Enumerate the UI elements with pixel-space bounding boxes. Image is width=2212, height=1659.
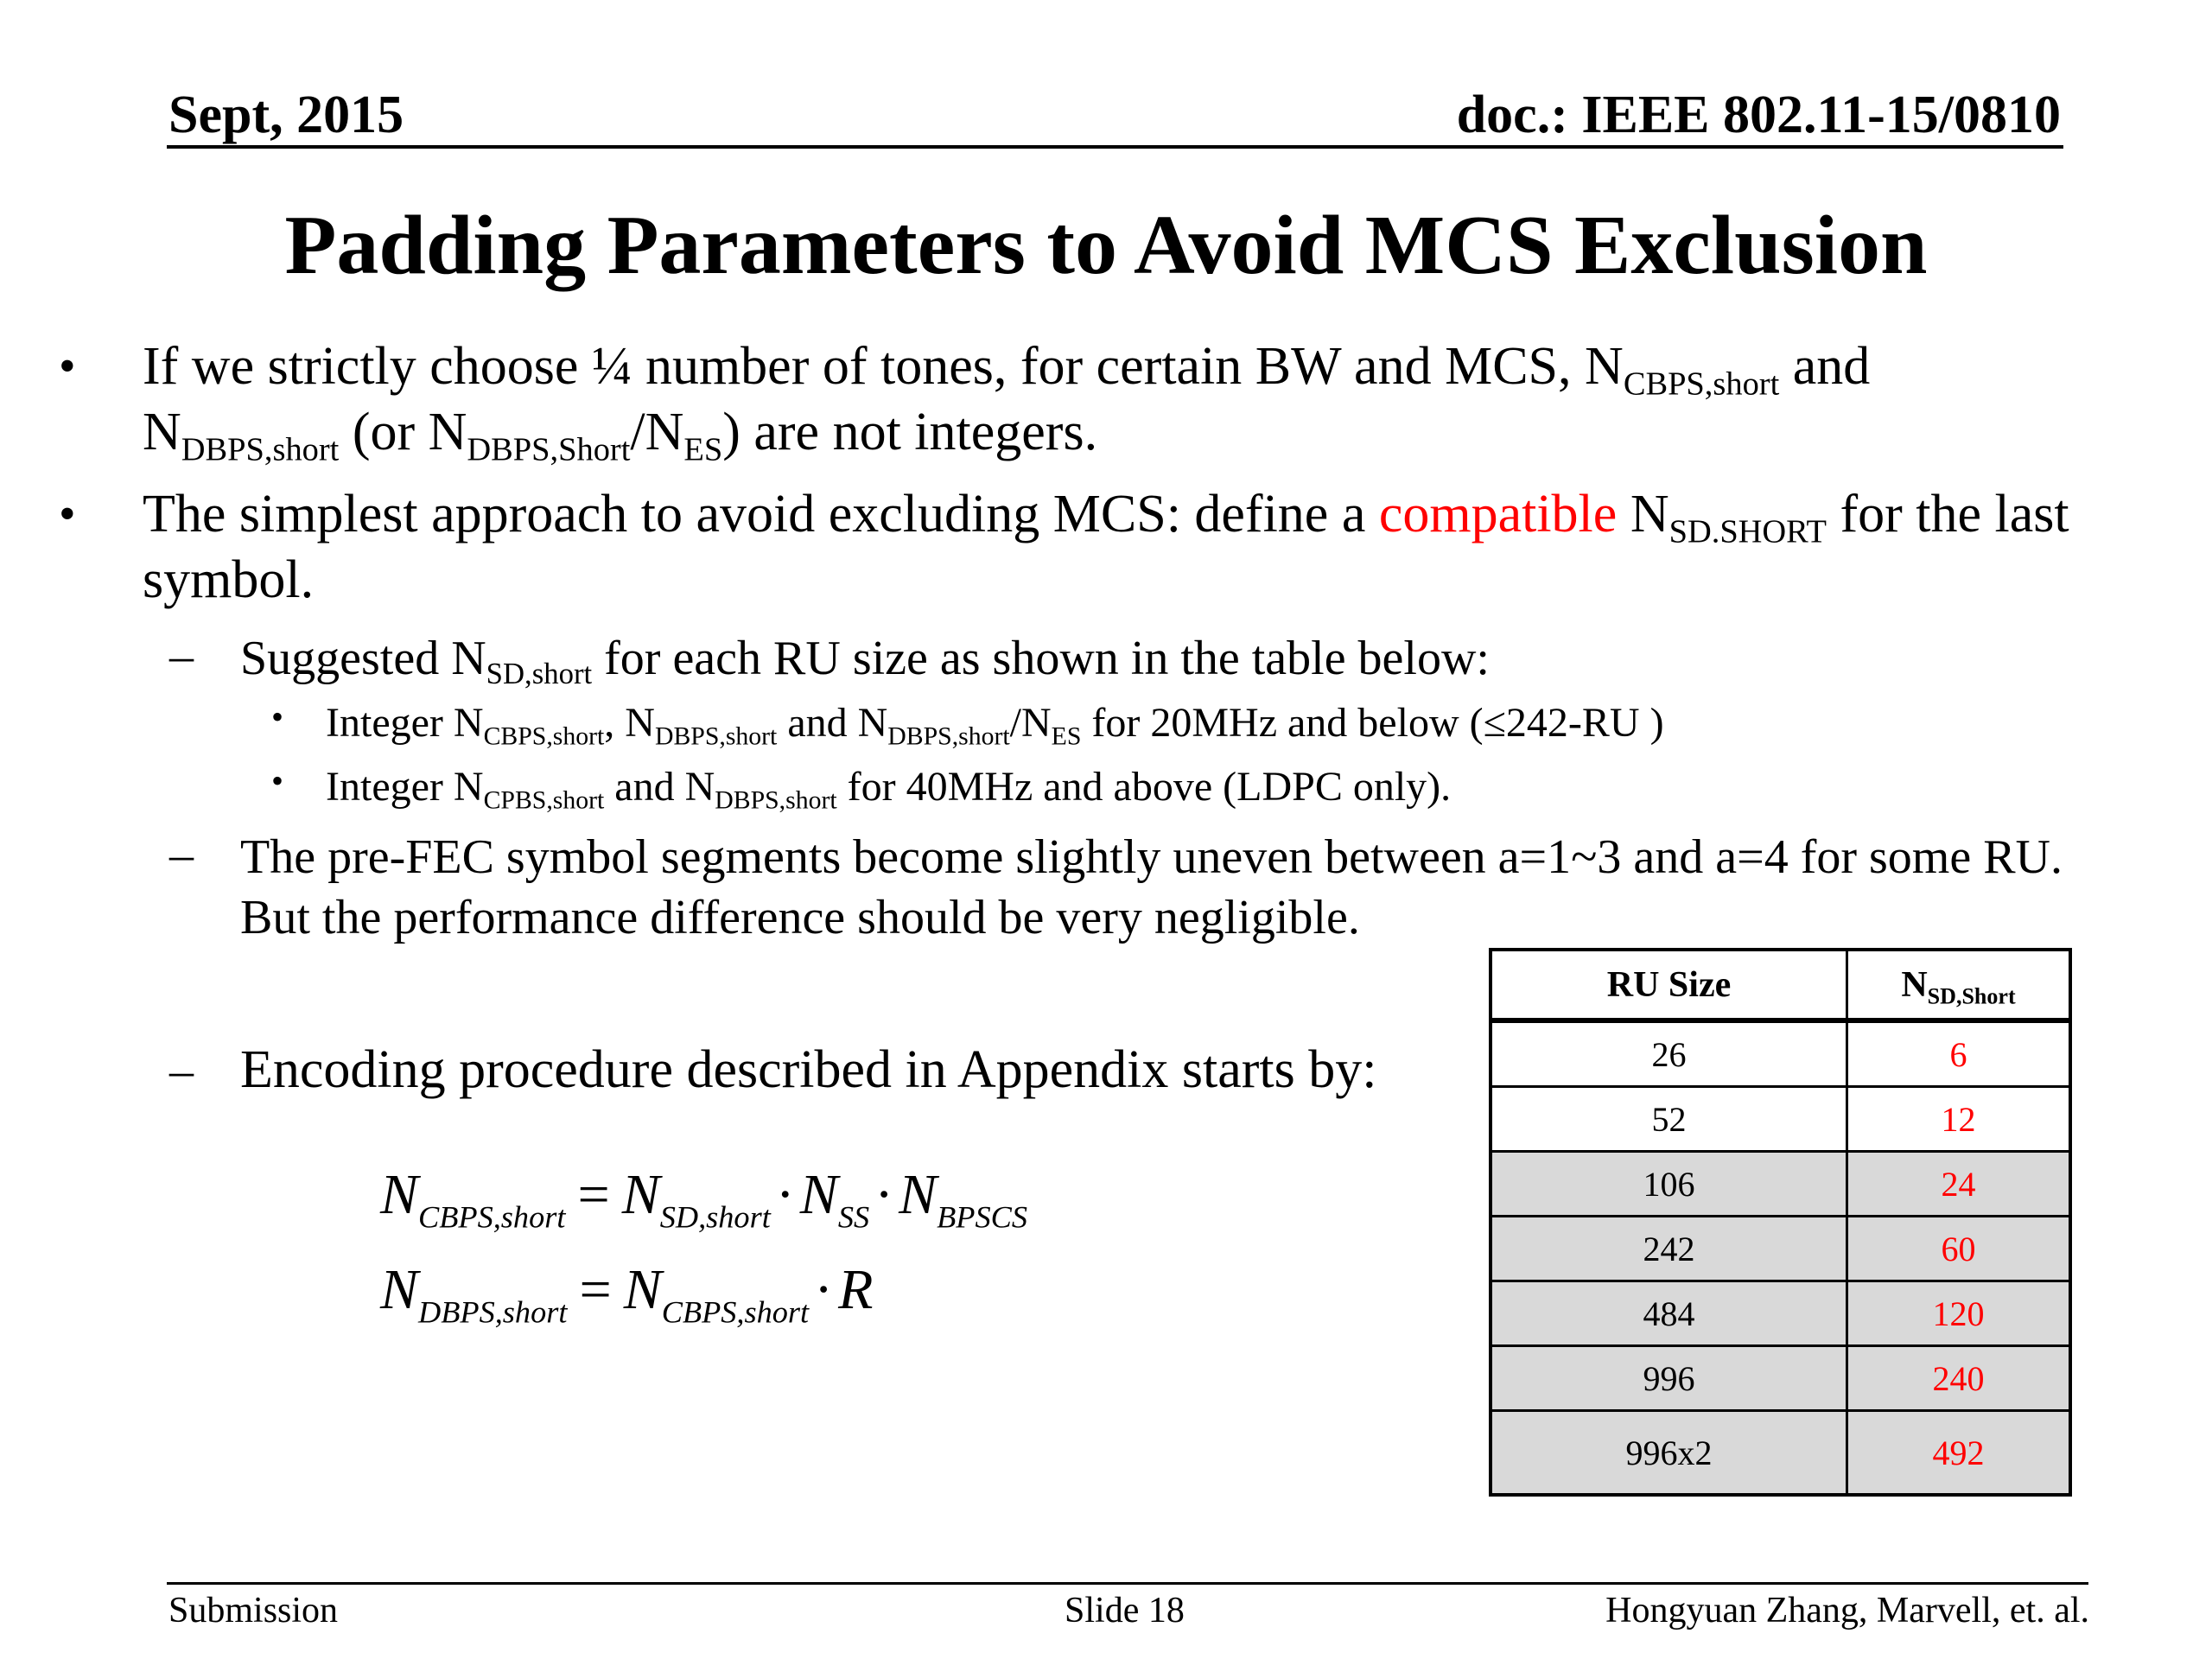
nsd-short-cell: 24 <box>1847 1152 2071 1217</box>
ru-size-cell: 106 <box>1491 1152 1847 1217</box>
footer-divider <box>167 1582 2088 1585</box>
nsd-short-cell: 6 <box>1847 1020 2071 1087</box>
table-row <box>1491 1020 2070 1087</box>
table-header-row <box>1491 950 2070 1020</box>
dash-marker: – <box>169 828 194 881</box>
bullet-marker: • <box>59 487 76 541</box>
nsd-short-cell: 492 <box>1847 1411 2071 1496</box>
compatible-highlight: compatible <box>1378 485 1618 543</box>
bullet-marker: • <box>271 761 284 800</box>
dash-marker: – <box>169 1044 194 1097</box>
col-header-nsd-short: $N_{SD,Short}$ <box>1847 950 2071 1020</box>
nsd-short-cell: 12 <box>1847 1087 2071 1152</box>
table-row <box>1491 1087 2070 1152</box>
slide-title: Padding Parameters to Avoid MCS Exclusion <box>284 199 1928 292</box>
footer-submission: Submission <box>168 1591 339 1630</box>
header-date: Sept, 2015 <box>168 86 404 144</box>
ru-size-cell: 242 <box>1491 1217 1847 1281</box>
ru-size-cell: 26 <box>1491 1020 1847 1087</box>
equation-dbps: $N_{DBPS,short} = N_{CBPS,short}\cdot R$ <box>380 1258 874 1330</box>
col-header-ru-size: RU Size <box>1491 950 1847 1020</box>
ru-size-cell: 52 <box>1491 1087 1847 1152</box>
ru-size-cell: 996 <box>1491 1346 1847 1411</box>
bullet-marker: • <box>59 340 76 393</box>
nsd-short-cell: 60 <box>1847 1217 2071 1281</box>
header-doc-id: doc.: IEEE 802.11-15/0810 <box>1456 86 2061 144</box>
bullet-marker: • <box>271 697 284 736</box>
table-row <box>1491 1346 2070 1411</box>
table-row <box>1491 1281 2070 1346</box>
table-row <box>1491 1152 2070 1217</box>
footer-slide-number: Slide 18 <box>1065 1591 1185 1630</box>
ru-size-cell: 484 <box>1491 1281 1847 1346</box>
footer-author: Hongyuan Zhang, Marvell, et. al. <box>1605 1591 2089 1630</box>
header-divider <box>167 145 2063 149</box>
nsd-short-cell: 120 <box>1847 1281 2071 1346</box>
ru-size-table <box>1489 948 2072 1497</box>
table-row <box>1491 1411 2070 1496</box>
dash-marker: – <box>169 629 194 683</box>
ru-size-cell: 996x2 <box>1491 1411 1847 1496</box>
nsd-short-cell: 240 <box>1847 1346 2071 1411</box>
equation-cbps: $N_{CBPS,short} = N_{SD,short}\cdot N_{SS}\cdot N_{BPSCS}$ <box>380 1163 1027 1235</box>
table-row <box>1491 1217 2070 1281</box>
